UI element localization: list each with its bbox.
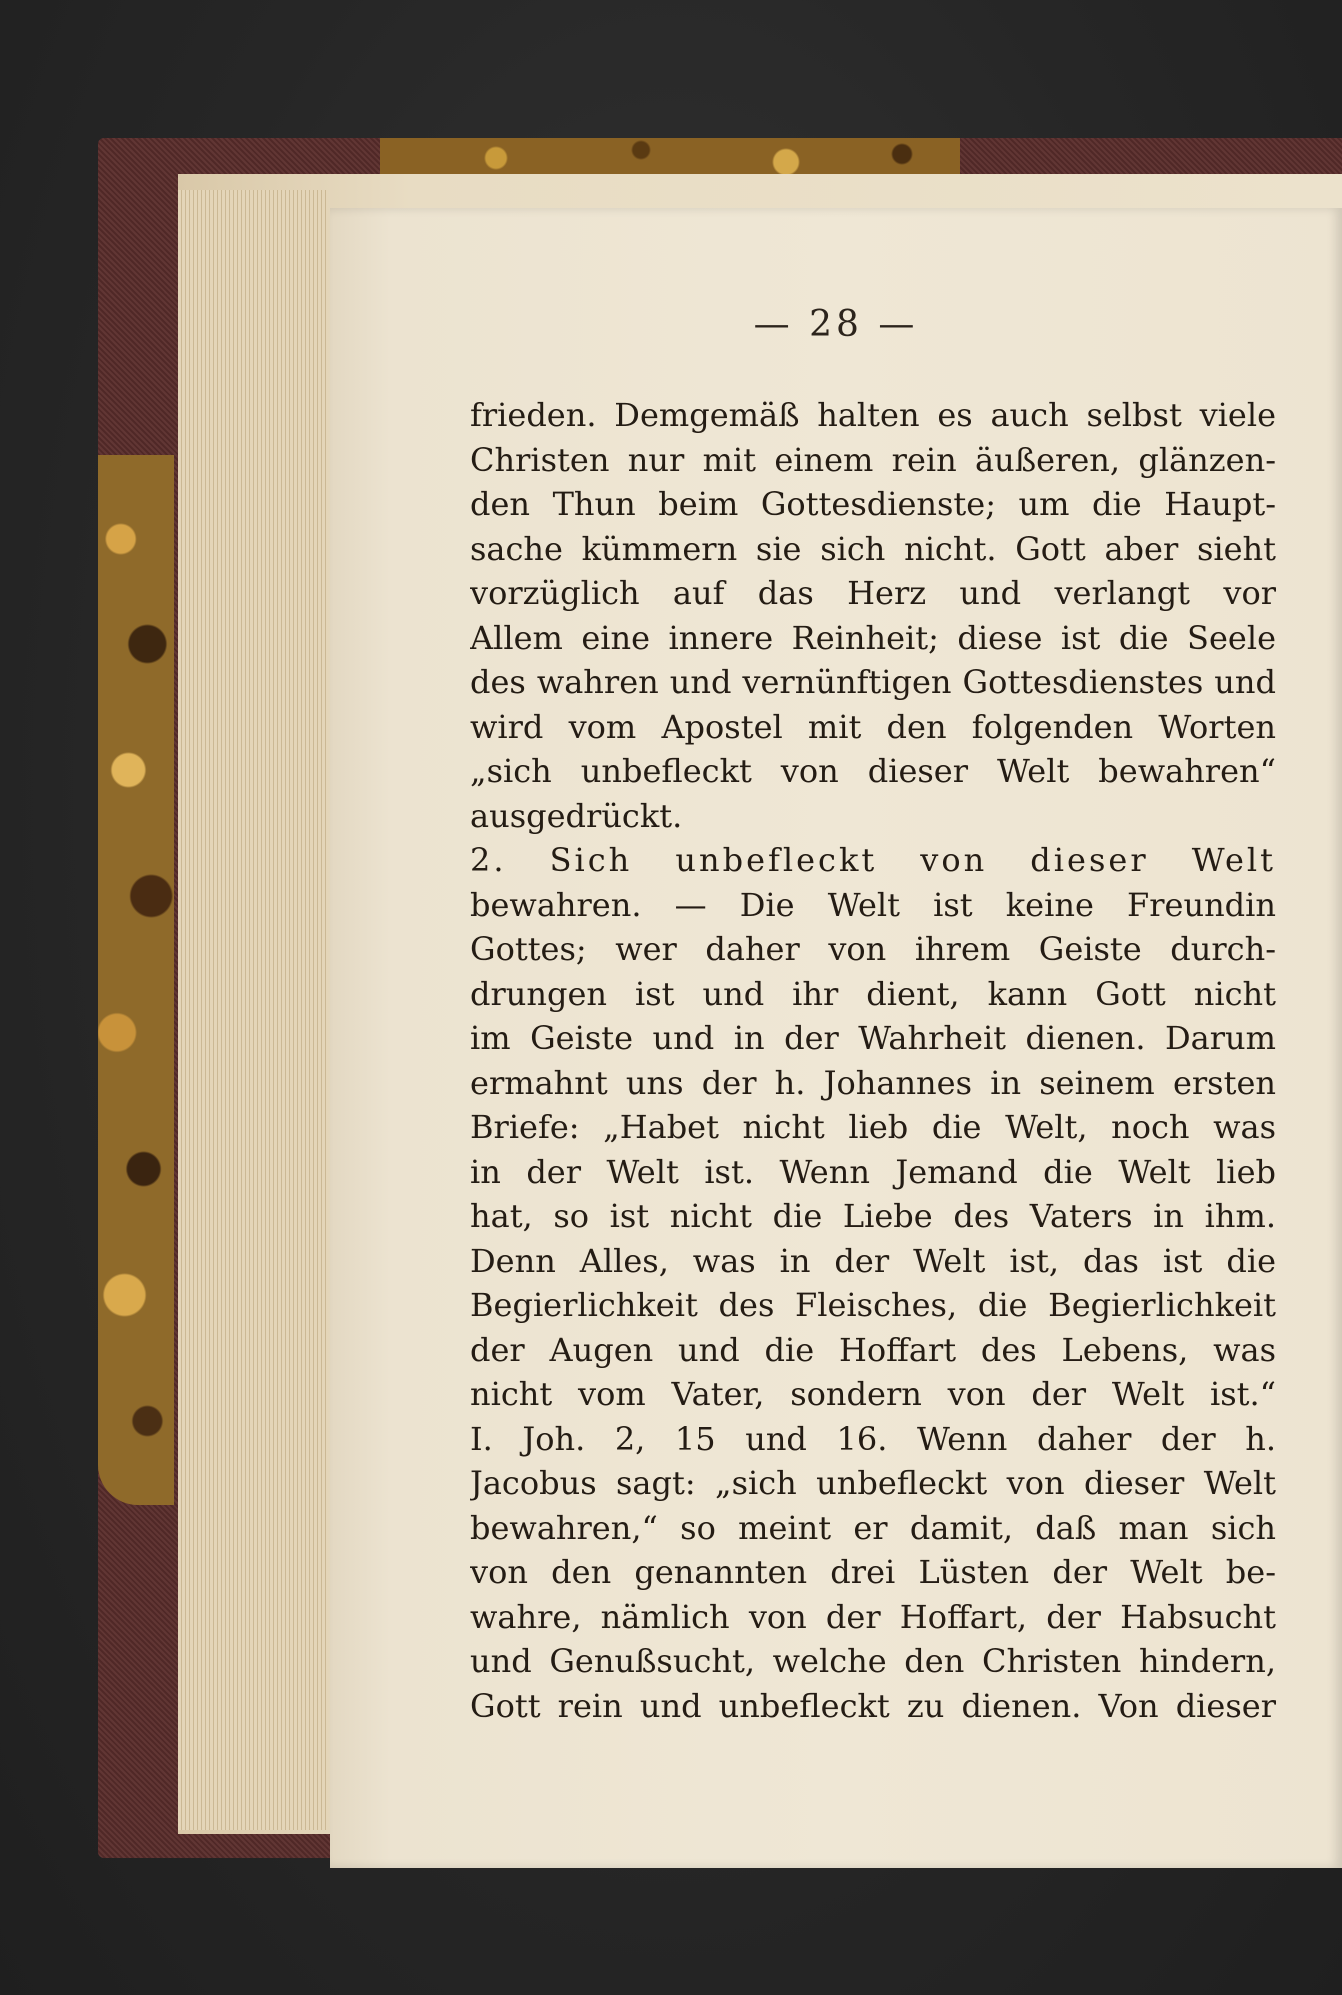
text-line: Briefe: „Habet nicht lieb die Welt, noch was [470,1108,1276,1146]
text-line: drungen ist und ihr dient, kann Gott nicht [470,974,1276,1013]
text-line: ermahnt uns der h. Johannes in seinem ersten [470,1063,1276,1102]
text-line: Allem eine innere Reinheit; diese ist die Seele [470,618,1276,657]
page-number: — 28 — [753,304,919,345]
text-line: wahre, nämlich von der Hoffart, der Habsucht [470,1597,1276,1636]
text-line: sache kümmern sie sich nicht. Gott aber sieht [470,529,1276,568]
text-line: „sich unbefleckt von dieser Welt bewahren“ [470,752,1276,790]
text-line: Begierlichkeit des Fleisches, die Begierlichkeit [470,1286,1276,1324]
text-line: vorzüglich auf das Herz und verlangt vor [470,574,1276,612]
text-line: des wahren und vernünftigen Gottesdienstes und [470,663,1276,701]
text-line: im Geiste und in der Wahrheit dienen. Darum [470,1019,1276,1057]
text-line: hat, so ist nicht die Liebe des Vaters in ihm. [470,1197,1276,1235]
text-line: von den genannten drei Lüsten der Welt be- [470,1553,1276,1591]
text-line: frieden. Demgemäß halten es auch selbst viele [470,396,1276,434]
text-line: Denn Alles, was in der Welt ist, das ist die [470,1241,1276,1280]
marbled-headband [380,138,960,178]
text-line: 2. Sich unbefleckt von dieser Welt [470,841,1276,879]
text-line: nicht vom Vater, sondern von der Welt ist.“ [470,1375,1276,1413]
text-line: Jacobus sagt: „sich unbefleckt von dieser Welt [470,1464,1276,1502]
text-line: I. Joh. 2, 15 und 16. Wenn daher der h. [470,1419,1276,1458]
text-line: bewahren. — Die Welt ist keine Freundin [470,885,1276,924]
text-line: und Genußsucht, welche den Christen hindern, [470,1642,1276,1680]
text-line: ausgedrückt. [470,796,683,835]
book-page [330,208,1342,1868]
text-line: Gott rein und unbefleckt zu dienen. Von dieser [470,1686,1276,1725]
text-line: bewahren,“ so meint er damit, daß man sich [470,1508,1276,1547]
text-line: den Thun beim Gottesdienste; um die Haupt- [470,485,1276,523]
marbled-cover-corner [98,455,174,1505]
text-line: Christen nur mit einem rein äußeren, glänzen- [470,440,1276,479]
page-edges [178,190,328,1830]
page-text [470,393,1276,1728]
text-line: der Augen und die Hoffart des Lebens, was [470,1330,1276,1369]
text-line: in der Welt ist. Wenn Jemand die Welt lieb [470,1152,1276,1191]
text-line: wird vom Apostel mit den folgenden Worten [470,707,1276,746]
text-line: Gottes; wer daher von ihrem Geiste durch- [470,930,1276,968]
